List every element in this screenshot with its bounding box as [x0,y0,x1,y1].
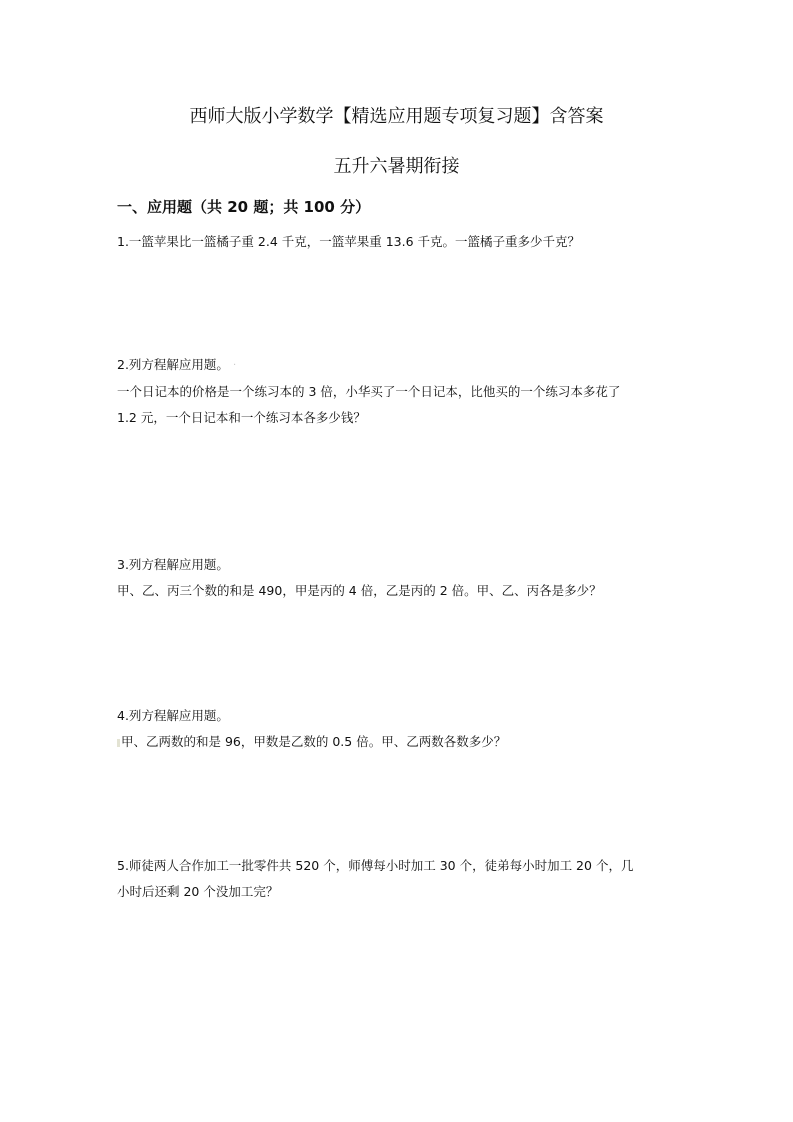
question-4-line-1: 4.列方程解应用题。 [117,708,229,723]
stray-mark-icon: · [232,359,237,371]
question-1-line-1: 1.一篮苹果比一篮橘子重 2.4 千克，一篮苹果重 13.6 千克。一篮橘子重多少千克？ [117,234,581,249]
question-4 [117,703,682,755]
question-4-line-2: 甲、乙两数的和是 96，甲数是乙数的 0.5 倍。甲、乙两数各数多少？ [121,734,507,749]
question-3-line-2: 甲、乙、丙三个数的和是 490，甲是丙的 4 倍，乙是丙的 2 倍。甲、乙、丙各是多少？ [117,583,602,598]
question-5 [117,853,682,905]
indent-mark-icon [117,739,120,747]
document-subtitle: 五升六暑期衔接 [333,156,460,177]
question-2-line-1: 2.列方程解应用题。 [117,357,229,372]
section-heading: 一、应用题（共 20 题；共 100 分） [117,198,371,216]
question-5-line-1: 5.师徒两人合作加工一批零件共 520 个，师傅每小时加工 30 个，徒弟每小时加工 20 个，几 [117,858,634,873]
question-5-line-2: 小时后还剩 20 个没加工完？ [117,884,279,899]
document-title: 西师大版小学数学【精选应用题专项复习题】含答案 [189,106,604,127]
question-2 [117,352,682,431]
question-2-line-3: 1.2 元，一个日记本和一个练习本各多少钱？ [117,409,366,425]
question-1 [117,229,682,255]
question-3-line-1: 3.列方程解应用题。 [117,557,229,572]
question-2-line-2: 一个日记本的价格是一个练习本的 3 倍，小华买了一个日记本，比他买的一个练习本多花了 [117,383,621,399]
question-3 [117,552,682,604]
